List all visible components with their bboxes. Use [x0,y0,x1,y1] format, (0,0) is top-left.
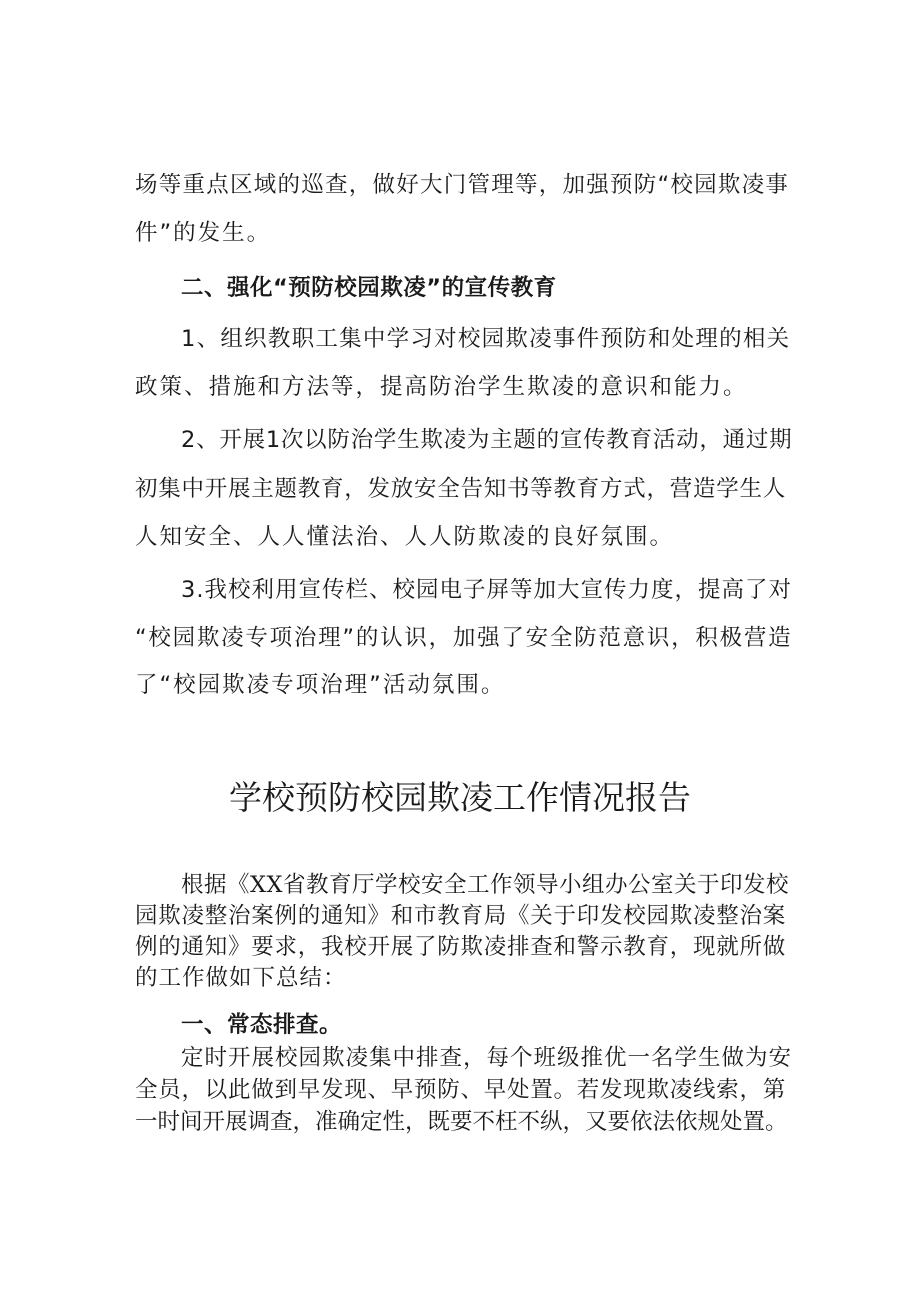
paragraph-line: 全员，以此做到早发现、早预防、早处置。若发现欺凌线索，第 [135,1077,787,1103]
paragraph-line: 一时间开展调查，准确定性，既要不枉不纵，又要依法依规处置。 [135,1109,788,1135]
section-heading: 一、常态排查。 [181,1012,343,1038]
report-title: 学校预防校园欺凌工作情况报告 [229,778,691,817]
paragraph-line: 件”的发生。 [135,220,272,246]
paragraph-line: 例的通知》要求，我校开展了防欺凌排查和警示教育，现就所做 [135,934,787,960]
paragraph-line: 根据《XX省教育厅学校安全工作领导小组办公室关于印发校 [181,872,790,898]
paragraph-line: 定时开展校园欺凌集中排查，每个班级推优一名学生做为安 [181,1045,793,1071]
paragraph-line: 的工作做如下总结： [135,965,347,991]
paragraph-line: 场等重点区域的巡查，做好大门管理等，加强预防“校园欺凌事 [135,172,790,198]
paragraph-line: 初集中开展主题教育，发放安全告知书等教育方式，营造学生人 [135,476,787,502]
paragraph-line: 园欺凌整治案例的通知》和市教育局《关于印发校园欺凌整治案 [135,903,787,929]
paragraph-line: 人知安全、人人懂法治、人人防欺凌的良好氛围。 [135,524,675,550]
paragraph-line: 1、组织教职工集中学习对校园欺凌事件预防和处理的相关 [181,326,791,352]
paragraph-line: 2、开展1次以防治学生欺凌为主题的宣传教育活动，通过期 [181,427,793,453]
paragraph-line: 3.我校利用宣传栏、校园电子屏等加大宣传力度，提高了对 [181,577,792,603]
paragraph-line: 了“校园欺凌专项治理”活动氛围。 [135,672,506,698]
section-heading: 二、强化“预防校园欺凌”的宣传教育 [181,275,557,301]
paragraph-line: 政策、措施和方法等，提高防治学生欺凌的意识和能力。 [135,374,748,400]
paragraph-line: “校园欺凌专项治理”的认识，加强了安全防范意识，积极营造 [135,625,793,651]
